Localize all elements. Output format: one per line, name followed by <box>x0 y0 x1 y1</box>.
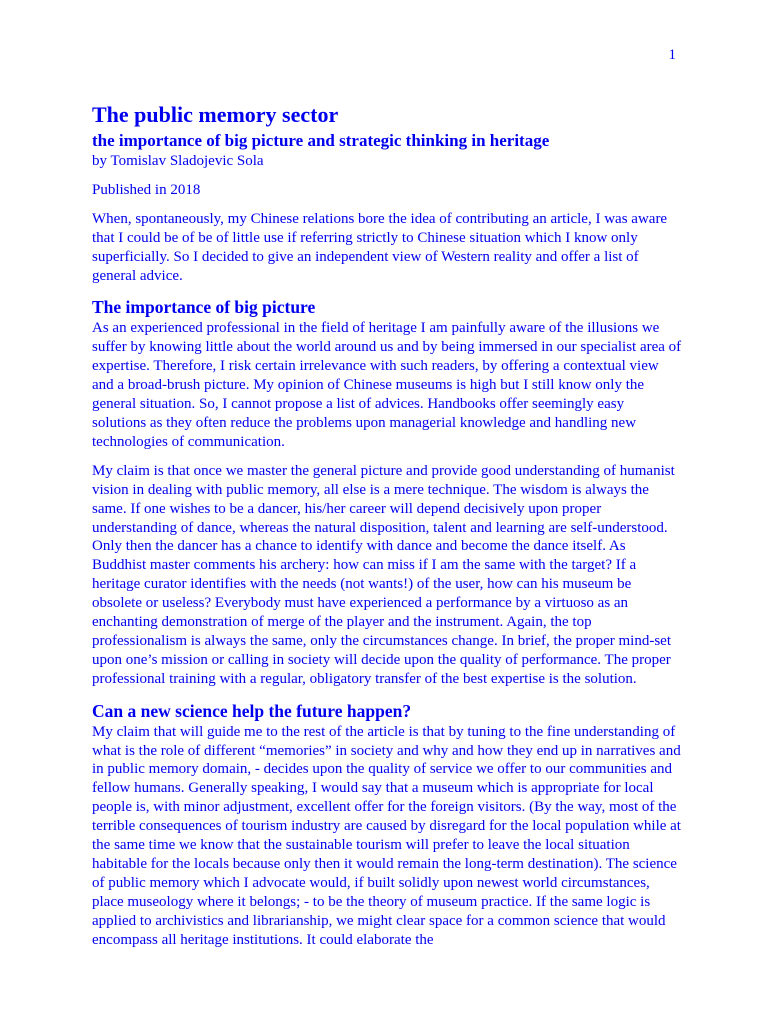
section-heading-new-science: Can a new science help the future happen? <box>92 700 412 721</box>
page-number: 1 <box>668 47 676 63</box>
intro-paragraph: When, spontaneously, my Chinese relations bore the idea of contributing an article, I was aware that I could be of be of little use if referring strictly to Chinese situation which I know only superficially. So I decided to give an independent view of Western reality and offer a list of general advice. <box>92 210 668 284</box>
article-byline: by Tomislav Sladojevic Sola <box>92 153 264 169</box>
paragraph: As an experienced professional in the field of heritage I am painfully aware of the illusions we suffer by knowing little about the world around us and by being immersed in our specialist area of expertise. Therefore, I risk certain irrelevance with such readers, by offering a contextual view and a broad-brush picture. My opinion of Chinese museums is high but I still know only the general situation. So, I cannot propose a list of advices. Handbooks offer seemingly easy solutions as they often reduce the problems upon managerial knowledge and handling new technologies of communication. <box>92 320 682 450</box>
paragraph: My claim that will guide me to the rest of the article is that by tuning to the fine understanding of what is the role of different “memories” in society and why and how they end up in narratives and in public memory domain, - decides upon the quality of service we offer to our communities and fellow humans. Generally speaking, I would say that a museum which is appropriate for local people is, with minor adjustment, excellent offer for the foreign visitors. (By the way, most of the terrible consequences of tourism industry are caused by disregard for the local population while at the same time we know that the sustainable tourism will prefer to leave the local situation habitable for the locals because only then it would remain the long-term destination). The science of public memory which I advocate would, if built solidly upon newest world circumstances, place museology where it belongs; - to be the theory of museum practice. If the same logic is applied to archivistics and librarianship, we might clear space for a common science that would encompass all heritage institutions. It could elaborate the <box>92 723 681 948</box>
article-title: The public memory sector <box>92 102 339 127</box>
publication-date: Published in 2018 <box>92 181 201 198</box>
article-body <box>92 102 682 950</box>
section-heading-big-picture: The importance of big picture <box>92 297 316 318</box>
paragraph: My claim is that once we master the general picture and provide good understanding of humanist vision in dealing with public memory, all else is a mere technique. The wisdom is always the same. If one wishes to be a dancer, his/her career will depend decisively upon proper understanding of dance, whereas the natural disposition, talent and learning are self-understood. Only then the dancer has a chance to identify with dance and become the dance itself. As Buddhist master comments his archery: how can miss if I am the same with the target? If a heritage curator identifies with the needs (not wants!) of the user, how can his museum be obsolete or useless? Everybody must have experienced a performance by a virtuoso as an enchanting demonstration of merge of the player and the instrument. Again, the top professionalism is always the same, only the circumstances change. In brief, the proper mind-set upon one’s mission or calling in society will decide upon the quality of performance. The proper professional training with a regular, obligatory transfer of the best expertise is the solution. <box>92 462 675 687</box>
article-subtitle: the importance of big picture and strategic thinking in heritage <box>92 131 550 150</box>
